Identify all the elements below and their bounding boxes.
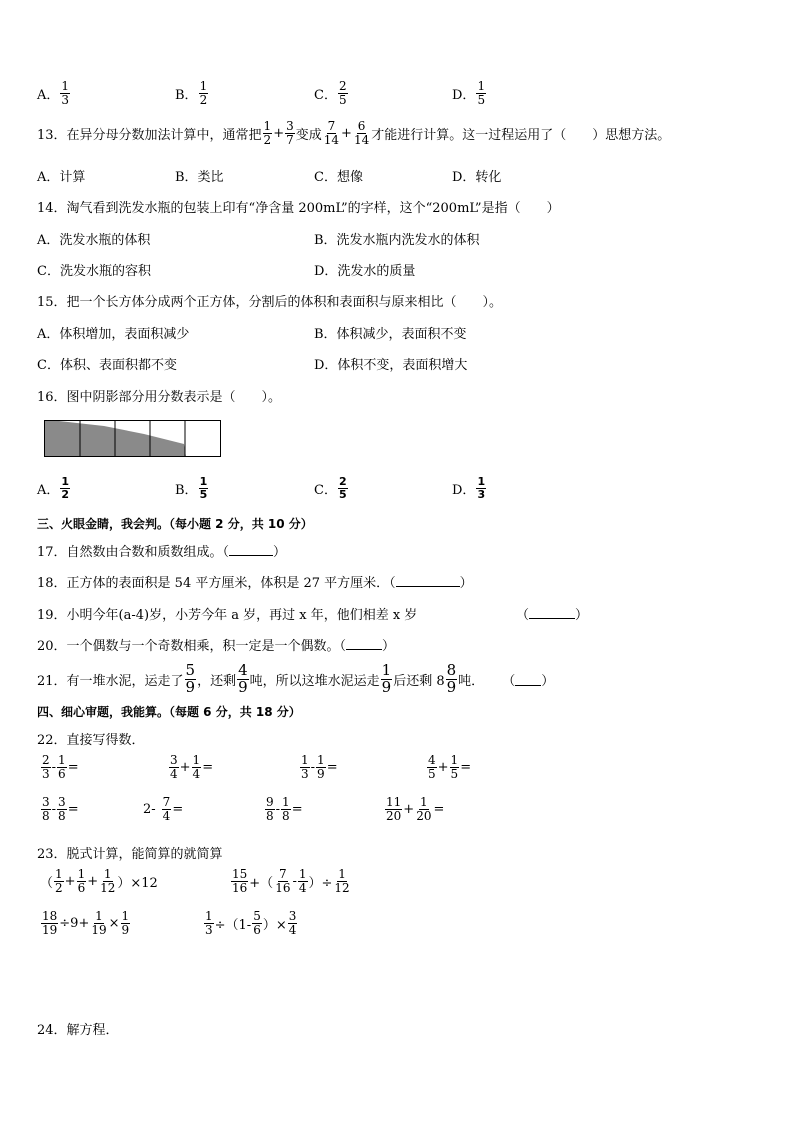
q21: 21．有一堆水泥，运走了 $\frac{5}{9}$ ，还剩 $\frac{4}{9}$ 吨，所以这堆水泥运走 $\frac{1}{9}$ 后还剩 8 $\frac{8}{9}$ 吨． （ ） [37,661,555,696]
fraction: $\frac{1}{3}$ [61,79,70,107]
q15-stem: 15．把一个长方体分成两个正方体，分割后的体积和表面积与原来相比（ ）。 [37,295,503,310]
q16-option-b[interactable]: B． $\frac{1}{5}$ [175,475,208,501]
q23-expr-2: $\frac{15}{16}$ +（ $\frac{7}{16}$ - $\frac{1}{4}$ ）÷ $\frac{1}{12}$ [232,867,350,895]
q22-expr-2: $\frac{3}{4}$ + $\frac{1}{4}$ = [170,753,214,781]
q15-option-d[interactable]: D．体积不变，表面积增大 [314,358,468,373]
q19-answer: （ ） [516,608,589,623]
section3-title: 三、火眼金睛，我会判。（每小题 2 分，共 10 分） [37,517,313,531]
fraction: $\frac{2}{5}$ [338,79,347,107]
q22-expr-7: $\frac{9}{8}$ - $\frac{1}{8}$ = [266,795,303,823]
q16-option-d[interactable]: D． $\frac{1}{3}$ [452,475,486,501]
q17: 17．自然数由合数和质数组成。（ ） [37,545,287,560]
q12-option-c[interactable]: C． $\frac{2}{5}$ [314,79,347,107]
q14-option-a[interactable]: A．洗发水瓶的体积 [37,233,151,248]
q14-option-c[interactable]: C．洗发水瓶的容积 [37,264,151,279]
q13-options [37,166,501,185]
q13-option-a[interactable]: A．计算 [37,170,86,185]
q18: 18．正方体的表面积是 54 平方厘米，体积是 27 平方厘米．（ ） [37,576,473,591]
q14-stem: 14．淘气看到洗发水瓶的包装上印有“净含量 200mL”的字样，这个“200mL”是指（ ） [37,201,560,216]
q24-stem: 24．解方程． [37,1023,119,1038]
q22-stem: 22．直接写得数． [37,733,145,748]
q20: 20．一个偶数与一个奇数相乘，积一定是一个偶数。（ ） [37,639,396,654]
q22-expr-1: $\frac{2}{3}$ - $\frac{1}{6}$ = [42,753,79,781]
q22-expr-4: $\frac{4}{5}$ + $\frac{1}{5}$ = [428,753,472,781]
q22-expr-3: $\frac{1}{3}$ - $\frac{1}{9}$ = [301,753,338,781]
q12-option-a[interactable]: A． $\frac{1}{3}$ [37,79,70,107]
answer-blank[interactable] [529,606,575,619]
q15-option-a[interactable]: A．体积增加，表面积减少 [37,327,190,342]
q16-options [37,476,487,500]
q16-option-a[interactable]: A． $\frac{1}{2}$ [37,475,70,501]
q23-expr-1: （ $\frac{1}{2}$ + $\frac{1}{6}$ + $\frac{1}{12}$ ）×12 [40,867,158,895]
q16-stem: 16．图中阴影部分用分数表示是（ ）。 [37,390,282,405]
q13-option-d[interactable]: D．转化 [452,170,502,185]
answer-blank[interactable] [515,673,541,686]
fraction: $\frac{1}{2}$ [199,79,208,107]
q22-expr-6: 2- $\frac{7}{4}$ = [143,795,184,823]
q15-option-b[interactable]: B．体积减少，表面积不变 [314,327,467,342]
q12-option-d[interactable]: D． $\frac{1}{5}$ [452,79,486,107]
q19: 19．小明今年(a-4)岁，小芳今年 a 岁，再过 x 年，他们相差 x 岁 （ ） [37,604,597,623]
section4-title: 四、细心审题，我能算。（每题 6 分，共 18 分） [37,705,301,719]
q23-expr-3: $\frac{18}{19}$ ÷9+ $\frac{1}{19}$ × $\frac{1}{9}$ [42,909,130,937]
q12-options [37,80,757,106]
fraction: $\frac{1}{5}$ [477,79,486,107]
q14-option-b[interactable]: B．洗发水瓶内洗发水的体积 [314,233,480,248]
answer-blank[interactable] [346,637,382,650]
q22-expr-5: $\frac{3}{8}$ - $\frac{3}{8}$ = [42,795,79,823]
answer-blank[interactable] [396,574,460,587]
q13-option-c[interactable]: C．想像 [314,170,363,185]
shaded-strip-figure [44,420,222,458]
answer-blank[interactable] [229,543,273,556]
q23-stem: 23．脱式计算，能简算的就简算 [37,847,223,862]
q13-stem: 13．在异分母分数加法计算中，通常把 $\frac{1}{2}$ + $\frac{3}{7}$ 变成 $\frac{7}{14}$ + $\frac{6}{14}$ 才能进行计算。这一过程运用了（ ）思想方法。 [37,119,671,147]
q14-option-d[interactable]: D．洗发水的质量 [314,264,416,279]
q22-expr-8: $\frac{11}{20}$ + $\frac{1}{20}$ = [386,795,445,823]
q12-option-b[interactable]: B． $\frac{1}{2}$ [175,79,208,107]
q16-option-c[interactable]: C． $\frac{2}{5}$ [314,475,347,501]
q13-option-b[interactable]: B．类比 [175,170,224,185]
q15-option-c[interactable]: C．体积、表面积都不变 [37,358,177,373]
q23-expr-4: $\frac{1}{3}$ ÷（1- $\frac{5}{6}$ ）× $\frac{3}{4}$ [205,909,297,937]
